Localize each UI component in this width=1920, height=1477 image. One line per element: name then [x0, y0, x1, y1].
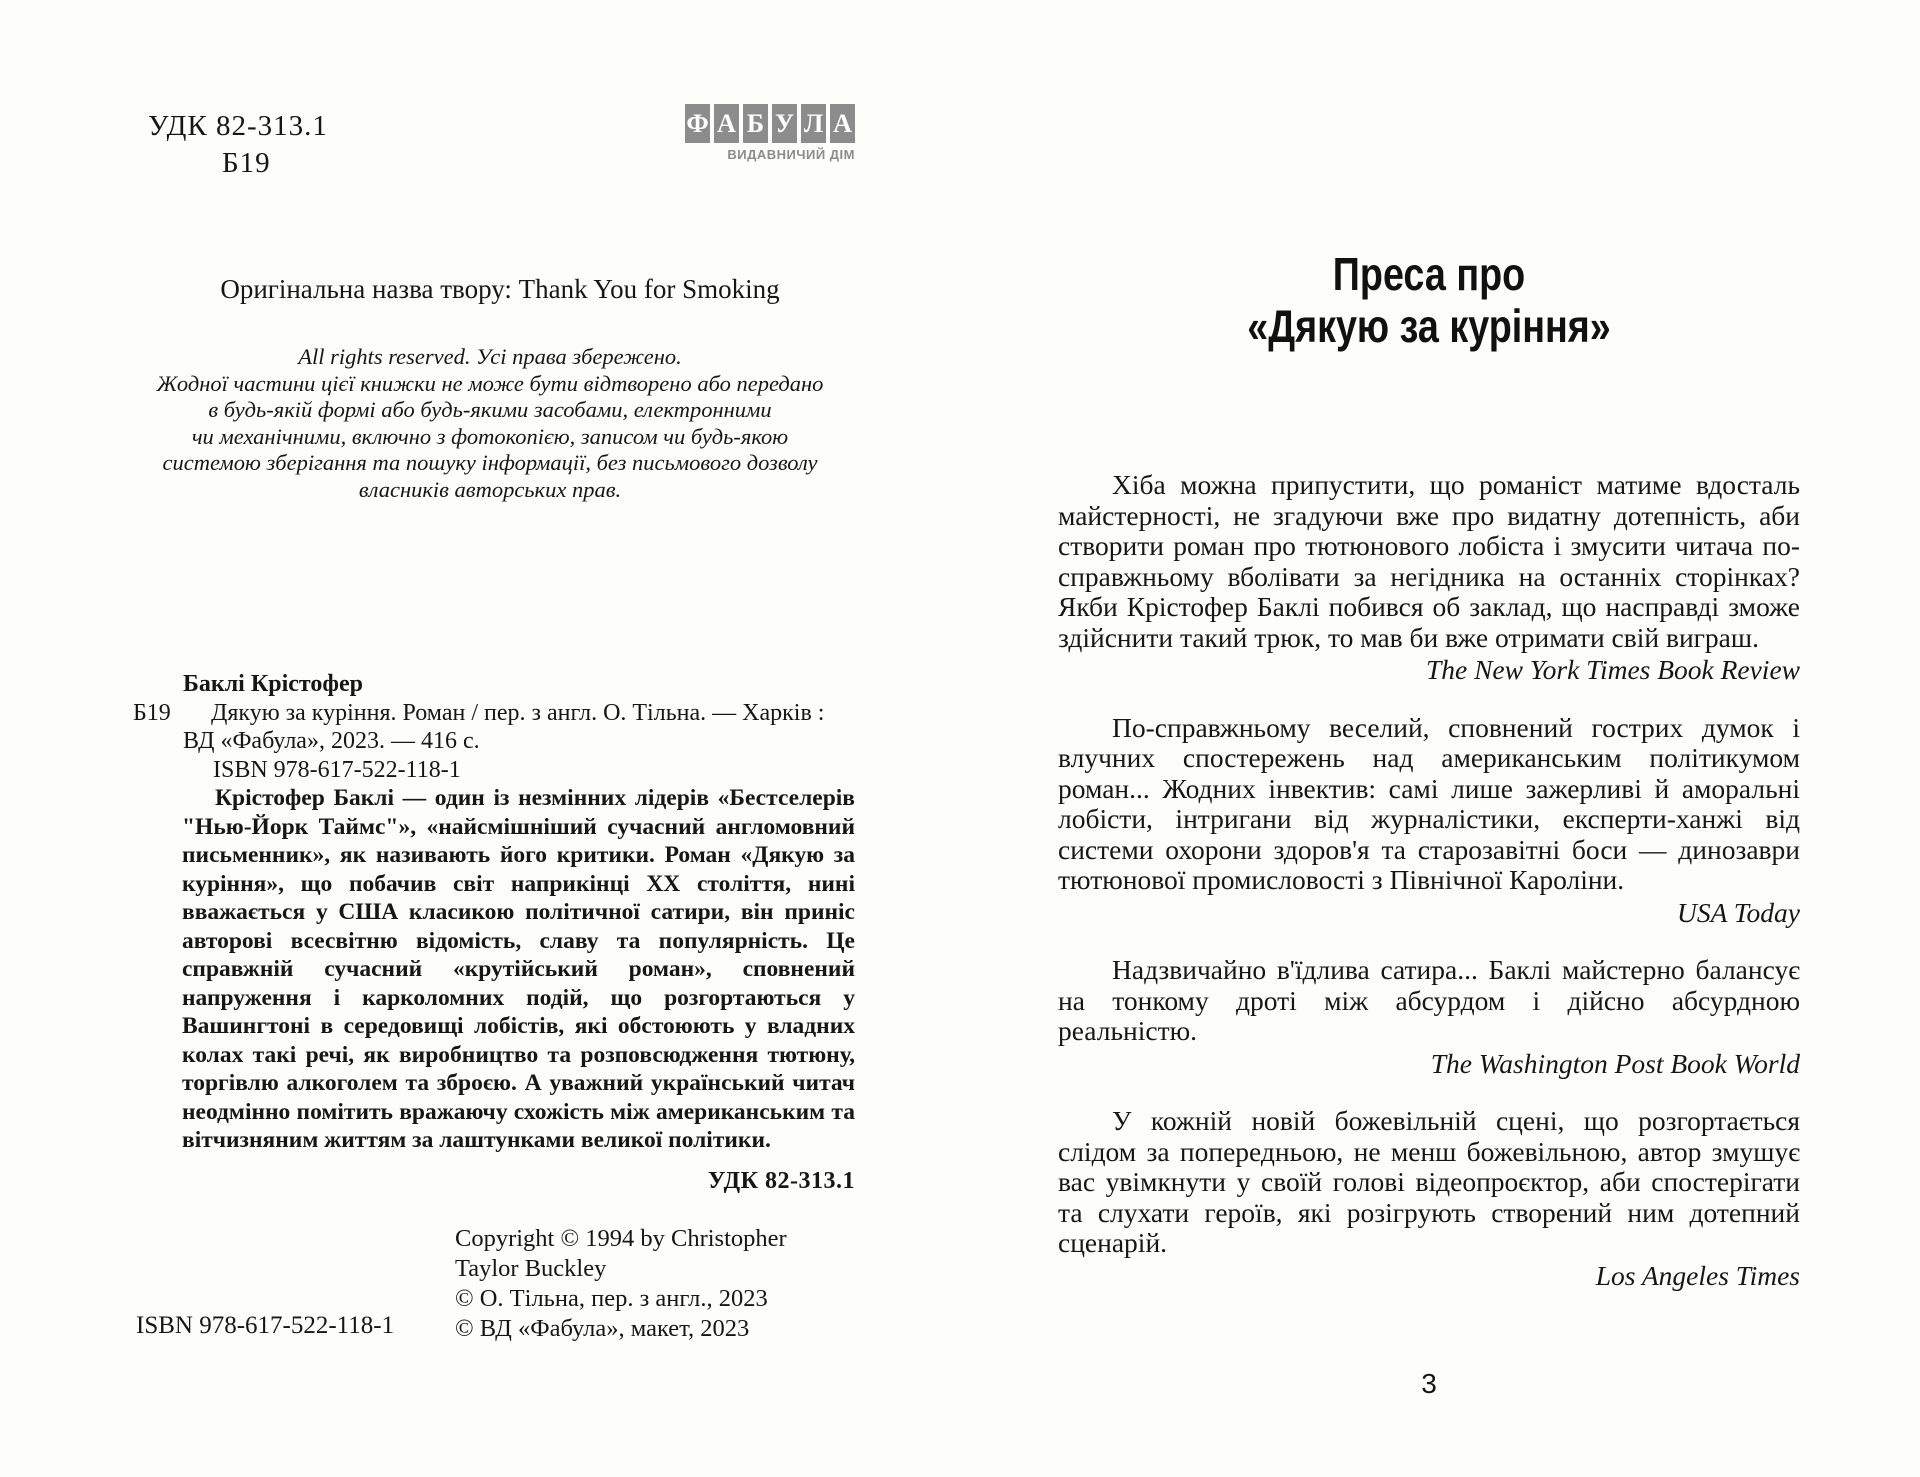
- quote-source: USA Today: [1676, 896, 1800, 928]
- quote-source: Los Angeles Times: [1595, 1259, 1800, 1291]
- quote-source: The Washington Post Book World: [1430, 1047, 1800, 1079]
- publisher-logo: [683, 104, 855, 162]
- udc-bottom: УДК 82-313.1: [707, 1167, 855, 1194]
- original-title-line: Оригінальна назва твору: Thank You for Smoking: [220, 274, 780, 304]
- logo-letter-tile: Л: [801, 104, 826, 143]
- page-number: 3: [1421, 1368, 1437, 1399]
- copyright-line: © О. Тільна, пер. з англ., 2023: [455, 1285, 768, 1312]
- rights-line: чи механічними, включно з фотокопією, записом чи будь-якою: [191, 423, 789, 449]
- press-quote: Надзвичайно в'їдлива сатира... Баклі майстерно балансує на тонкому дроті між абсурдом і дійсно абсурдною реальністю.: [1058, 954, 1800, 1046]
- biblio-index: Б19: [133, 699, 171, 726]
- rights-notice: [100, 344, 880, 503]
- logo-letter-tile: Ф: [685, 104, 710, 143]
- biblio-entry-text: Дякую за куріння. Роман / пер. з англ. О. Тільна. — Харків : ВД «Фабула», 2023. — 416 с.: [183, 699, 825, 754]
- biblio-isbn: ISBN 978-617-522-118-1: [213, 756, 461, 783]
- udc-number: УДК 82-313.1: [148, 110, 328, 142]
- publisher-logo-tiles: [683, 104, 855, 143]
- press-quote: По-справжньому веселий, сповнений гострих думок і влучних спостережень над американським політикумом роман... Жодних інвектив: самі лише зажерливі й аморальні лобісти, інтригани від журналістики, експерти-ханжі від системи охорони здоров'я та старозавітні боси — динозаври тютюнової промисловості з Північної Кароліни.: [1058, 711, 1800, 895]
- logo-letter-tile: А: [714, 104, 739, 143]
- press-heading: [1058, 248, 1800, 352]
- press-heading-lines: [1125, 248, 1733, 352]
- footer-isbn: ISBN 978-617-522-118-1: [136, 1312, 395, 1339]
- press-heading-line1: Преса про: [1332, 248, 1526, 300]
- biblio-entry: [133, 699, 855, 756]
- copyright-line: © ВД «Фабула», макет, 2023: [455, 1315, 750, 1342]
- press-quotes: [1058, 470, 1800, 1291]
- quote-source: The New York Times Book Review: [1425, 654, 1800, 685]
- logo-letter-tile: У: [772, 104, 797, 143]
- author-index: Б19: [222, 147, 271, 179]
- copyright-line: Copyright © 1994 by Christopher: [455, 1225, 787, 1252]
- biblio-annotation: Крістофер Баклі — один із незмінних лідерів «Бестселерів "Нью-Йорк Таймс"», «найсмішніший сучасний англомовний письменник», як називають його критики. Роман «Дякую за куріння», що побачив світ наприкінці XX століття, нині вважається у США класикою політичної сатири, він приніс авторові всесвітню відомість, славу та популярність. Це справжній сучасний «крутійський роман», сповнений напруження і карколомних подій, що розгортаються у Вашингтоні в середовищі лобістів, які обстоюють у владних колах такі речі, як виробництво та розповсюдження тютюну, торгівлю алкоголем та зброєю. А уважний український читач неодмінно помітить вражаючу схожість між американським та вітчизняним життям за лаштунками великої політики.: [182, 785, 855, 1153]
- press-heading-line2: «Дякую за куріння»: [1247, 300, 1611, 352]
- press-quote: У кожній новій божевільній сцені, що розгортається слідом за попередньою, не менш божевільною, автор змушує вас увімкнути у своїй голові відеопроєктор, аби спостерігати та слухати героїв, які розігрують створений ним дотепний сценарій.: [1058, 1105, 1800, 1258]
- rights-line: Жодної частини цієї книжки не може бути відтворено або передано: [156, 370, 824, 396]
- logo-letter-tile: А: [830, 104, 855, 143]
- press-quote: Хіба можна припустити, що романіст матиме вдосталь майстерності, не згадуючи вже про видатну дотепність, аби створити роман про тютюнового лобіста і змусити читача по-справжньому вболівати за негідника на останніх сторінках? Якби Крістофер Баклі побився об заклад, що насправді зможе здійснити такий трюк, то мав би вже отримати свій виграш.: [1058, 469, 1800, 653]
- logo-letter-tile: Б: [743, 104, 768, 143]
- publisher-logo-subtitle: ВИДАВНИЧИЙ ДІМ: [727, 147, 855, 162]
- rights-line: All rights reserved. Усі права збережено.: [298, 344, 682, 369]
- rights-line: в будь-якій формі або будь-якими засобами, електронними: [208, 397, 772, 422]
- udc-classification: [148, 108, 328, 182]
- biblio-author: Баклі Крістофер: [183, 671, 363, 697]
- copyright-block: [455, 1224, 787, 1344]
- copyright-line: Taylor Buckley: [455, 1255, 607, 1282]
- rights-line: системою зберігання та пошуку інформації, без письмового дозволу: [162, 450, 818, 475]
- rights-line: власників авторських прав.: [358, 476, 622, 502]
- bibliographic-record: [133, 670, 855, 1195]
